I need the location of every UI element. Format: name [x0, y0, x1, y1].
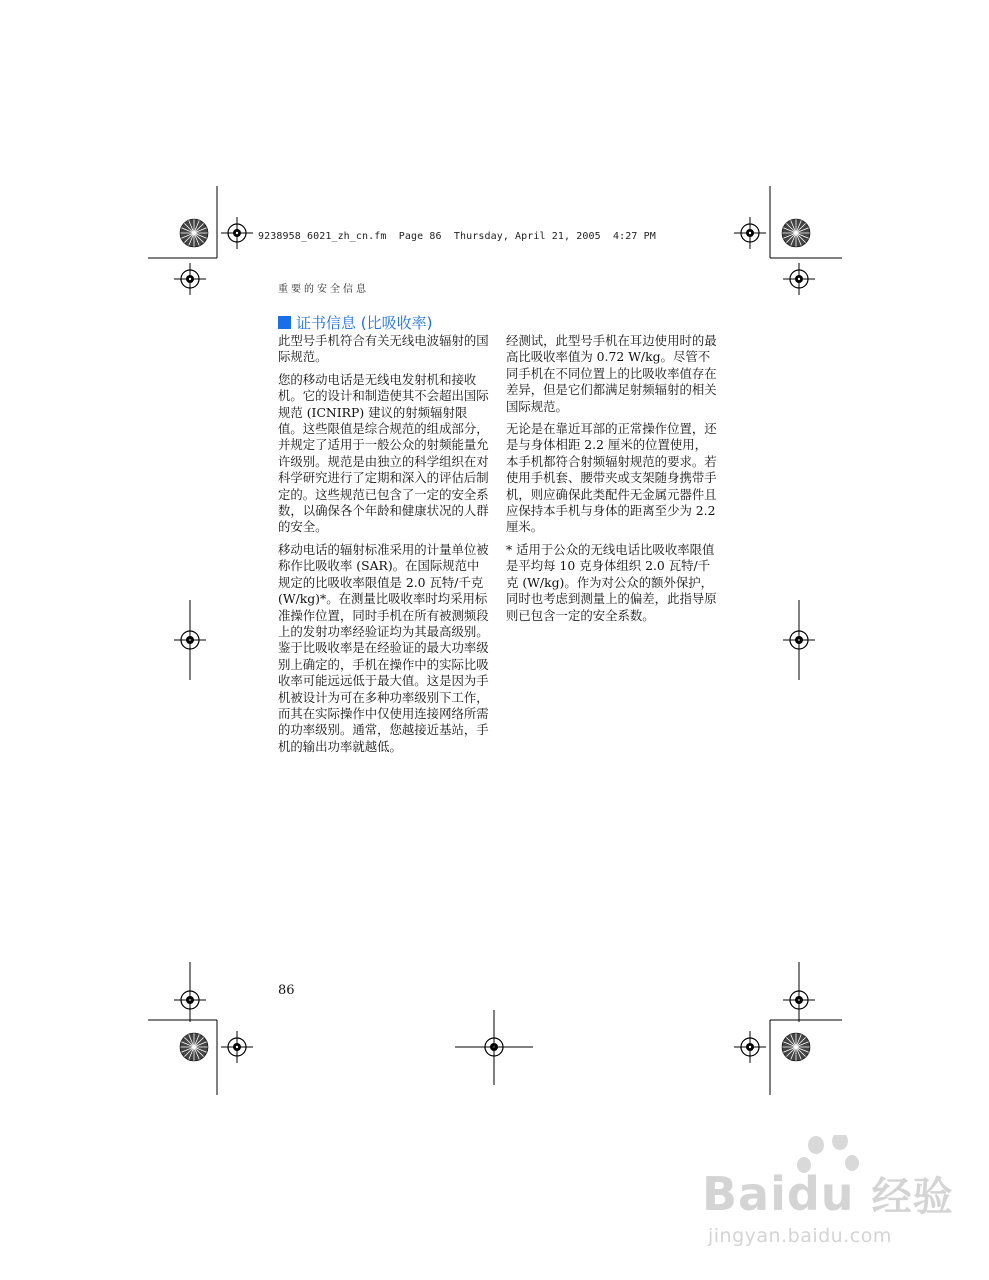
watermark-cn: 经验 — [871, 1174, 954, 1220]
paragraph: 您的移动电话是无线电发射机和接收机。它的设计和制造使其不会超出国际规范 (ICNIRP) 建议的射频辐射限值。这些限值是综合规范的组成部分，并规定了适用于一般公众的射频能量允许级别。规范是由独立的科学组织在对科学研究进行了定期和深入的评估后制定的。这些规范已包含了一定的安全系数，以确保各个年龄和健康状况的人群的安全。 — [278, 371, 489, 535]
section-title: 证书信息 (比吸收率) — [296, 314, 433, 332]
section-heading — [278, 312, 432, 333]
paragraph: 此型号手机符合有关无线电波辐射的国际规范。 — [278, 333, 489, 365]
blue-square-icon — [278, 316, 291, 329]
watermark-brand: Bai — [702, 1167, 787, 1221]
watermark-brand-tail: du — [786, 1167, 855, 1221]
running-header: 重要的安全信息 — [278, 284, 369, 295]
text-column-right — [506, 333, 718, 630]
paragraph: 经测试，此型号手机在耳边使用时的最高比吸收率值为 0.72 W/kg。尽管不同手机在不同位置上的比吸收率值存在差异，但是它们都满足射频辐射的相关国际规范。 — [506, 333, 717, 414]
paragraph: * 适用于公众的无线电话比吸收率限值是平均每 10 克身体组织 2.0 瓦特/千克 (W/kg)。作为对公众的额外保护，同时也考虑到测量上的偏差，此指导原则已包含一定的安全系数。 — [506, 541, 717, 623]
paragraph: 移动电话的辐射标准采用的计量单位被称作比吸收率 (SAR)。在国际规范中规定的比吸收率限值是 2.0 瓦特/千克 (W/kg)*。在测量比吸收率时均采用标准操作位置，同时手机在所有被测频段上的发射功率经验证均为其最高级别。鉴于比吸收率是在经验证的最大功率级别上确定的，手机在操作中的实际比吸收率可能远远低于最大值。这是因为手机被设计为可在多种功率级别下工作，而其在实际操作中仅使用连接网络所需的功率级别。通常，您越接近基站，手机的输出功率就越低。 — [278, 541, 489, 754]
file-slug-line: 9238958_6021_zh_cn.fm Page 86 Thursday, April 21, 2005 4:27 PM — [258, 231, 656, 242]
paragraph: 无论是在靠近耳部的正常操作位置，还是与身体相距 2.2 厘米的位置使用，本手机都符合射频辐射规范的要求。若使用手机套、腰带夹或支架随身携带手机，则应确保此类配件无金属元器件且应保持本手机与身体的距离至少为 2.2 厘米。 — [506, 421, 717, 535]
watermark-url: jingyan.baidu.com — [708, 1225, 892, 1247]
baidu-watermark — [700, 1135, 970, 1245]
page-number: 86 — [278, 983, 295, 998]
text-column-left — [278, 333, 490, 761]
